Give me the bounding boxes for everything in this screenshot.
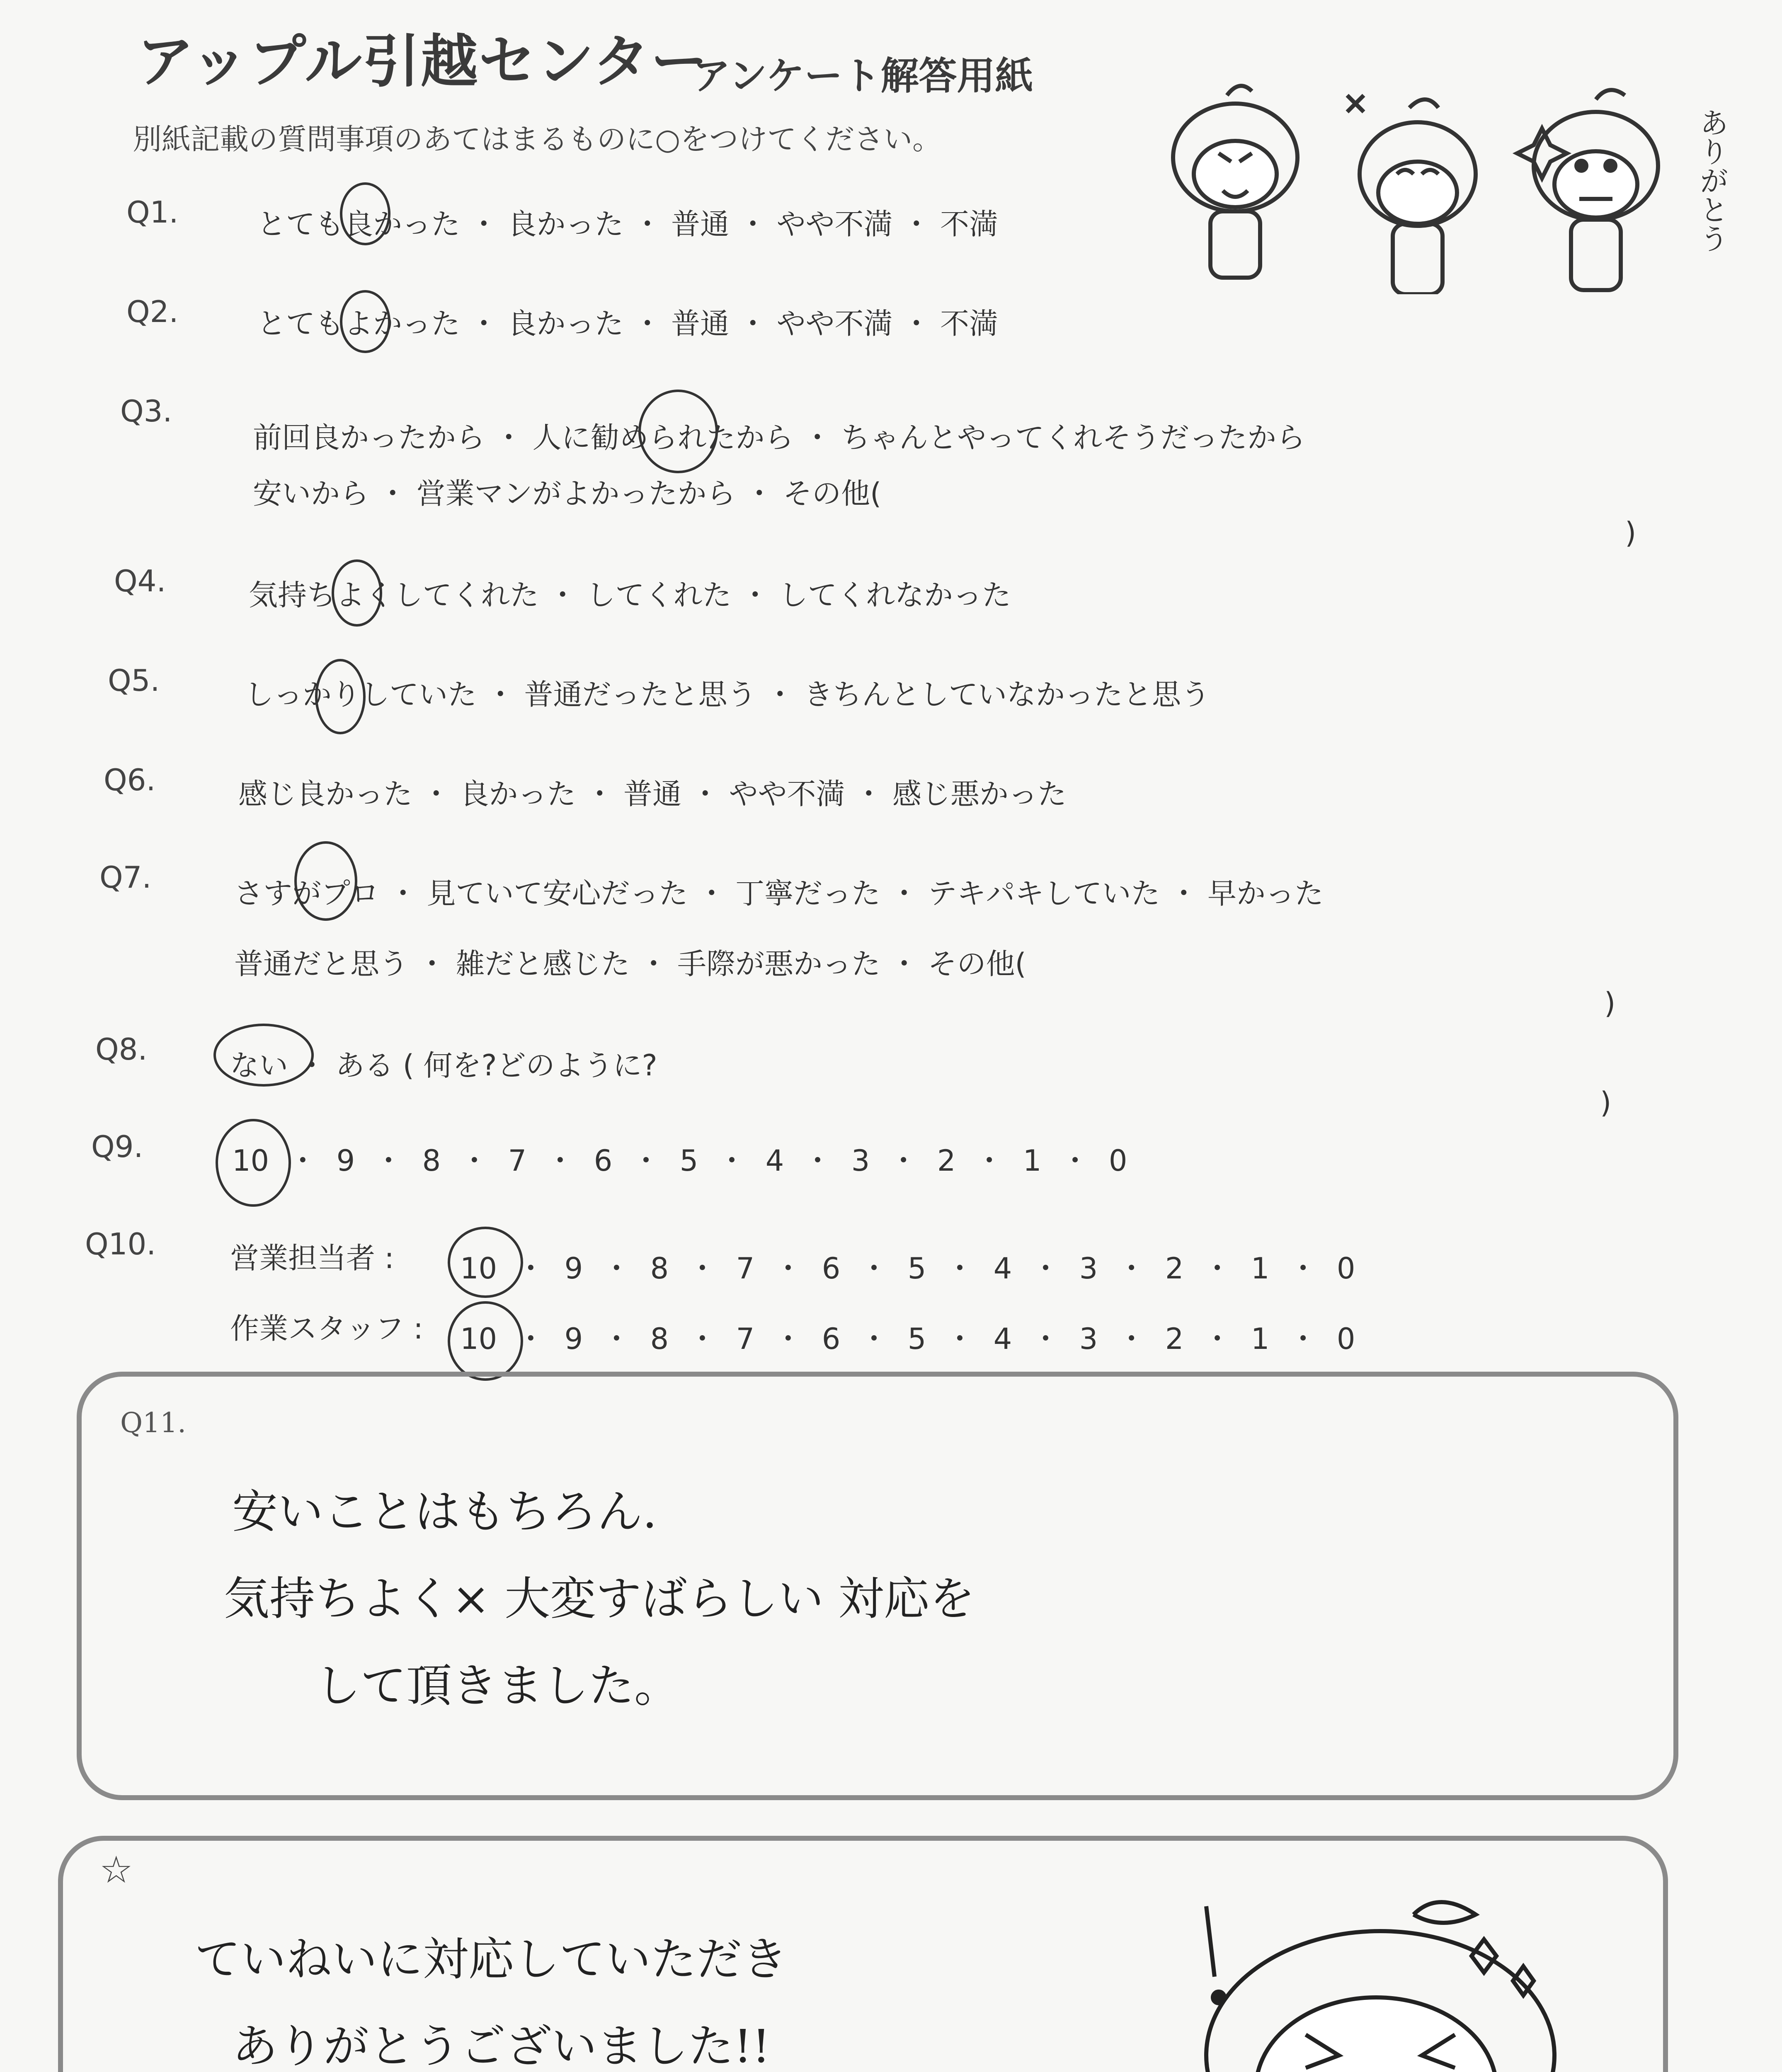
instruction-text: 別紙記載の質問事項のあてはまるものに○をつけてください。: [133, 122, 942, 156]
monkey-drawing-icon: [1181, 1898, 1629, 2072]
q7-selected-mark: [294, 841, 357, 921]
q3-options-line1: 前回良かったから ・ 人に勧められたから ・ ちゃんとやってくれそうだったから: [253, 421, 1306, 455]
q4-options: 気持ちよくしてくれた ・ してくれた ・ してくれなかった: [249, 578, 1011, 612]
reply-line1: ていねいに対応していただき: [195, 1933, 788, 1986]
q9-scale: 10 ・ 9 ・ 8 ・ 7 ・ 6 ・ 5 ・ 4 ・ 3 ・ 2 ・ 1 ・ 0: [232, 1144, 1127, 1178]
q1-number: Q1.: [126, 195, 179, 230]
q10-staff-scale: 10 ・ 9 ・ 8 ・ 7 ・ 6 ・ 5 ・ 4 ・ 3 ・ 2 ・ 1 ・ 0: [460, 1322, 1355, 1356]
q2-options: とてもよかった ・ 良かった ・ 普通 ・ やや不満 ・ 不満: [257, 307, 999, 341]
q11-label: Q11.: [120, 1407, 187, 1439]
q9-number: Q9.: [91, 1129, 143, 1164]
q3-number: Q3.: [120, 394, 172, 428]
q2-number: Q2.: [126, 294, 179, 329]
q3-close-paren: ): [1625, 516, 1637, 550]
q10-staff-selected-mark: [448, 1301, 523, 1381]
mascot-caption: ありがとう: [1695, 108, 1729, 253]
q4-selected-mark: [332, 559, 382, 627]
q11-comment-line3: して頂きました。: [315, 1659, 680, 1712]
q7-number: Q7.: [99, 860, 152, 895]
q1-selected-mark: [340, 182, 390, 245]
q10-number: Q10.: [85, 1227, 156, 1261]
q6-number: Q6.: [104, 762, 156, 797]
q6-options: 感じ良かった ・ 良かった ・ 普通 ・ やや不満 ・ 感じ悪かった: [238, 777, 1067, 811]
q8-number: Q8.: [95, 1032, 148, 1067]
q8-close-paren: ): [1600, 1086, 1612, 1120]
company-title: アップル引越センター: [137, 28, 709, 95]
q5-options: しっかりしていた ・ 普通だったと思う ・ きちんとしていなかったと思う: [245, 678, 1210, 712]
q2-selected-mark: [340, 290, 390, 353]
q8-options: ない ・ ある ( 何を?どのように?: [230, 1048, 657, 1082]
q3-options-line2: 安いから ・ 営業マンがよかったから ・ その他(: [253, 477, 882, 511]
q7-close-paren: ): [1604, 986, 1616, 1020]
q8-selected-mark: [213, 1024, 314, 1087]
q4-number: Q4.: [114, 564, 166, 598]
q9-selected-mark: [216, 1119, 291, 1207]
q1-options: とても良かった ・ 良かった ・ 普通 ・ やや不満 ・ 不満: [257, 207, 999, 241]
star-label: ☆: [99, 1848, 133, 1892]
form-subtitle: アンケート解答用紙: [692, 54, 1033, 98]
mascot-trio-icon: [1140, 62, 1712, 294]
reply-line2: ありがとうございました!!: [232, 2020, 771, 2072]
q10-sales-selected-mark: [448, 1227, 523, 1298]
q11-comment-line2: 気持ちよく× 大変すばらしい 対応を: [224, 1572, 975, 1625]
q10-sales-label: 営業担当者 :: [230, 1241, 394, 1275]
q3-selected-mark: [638, 390, 718, 473]
q10-sales-scale: 10 ・ 9 ・ 8 ・ 7 ・ 6 ・ 5 ・ 4 ・ 3 ・ 2 ・ 1 ・ 0: [460, 1251, 1355, 1285]
q11-comment-line1: 安いことはもちろん.: [232, 1485, 657, 1538]
q5-number: Q5.: [108, 663, 160, 698]
q7-options-line1: さすがプロ ・ 見ていて安心だった ・ 丁寧だった ・ テキパキしていた ・ 早かった: [234, 876, 1324, 910]
q5-selected-mark: [315, 659, 366, 734]
q10-staff-label: 作業スタッフ :: [230, 1312, 423, 1346]
q7-options-line2: 普通だと思う ・ 雑だと感じた ・ 手際が悪かった ・ その他(: [234, 947, 1026, 981]
